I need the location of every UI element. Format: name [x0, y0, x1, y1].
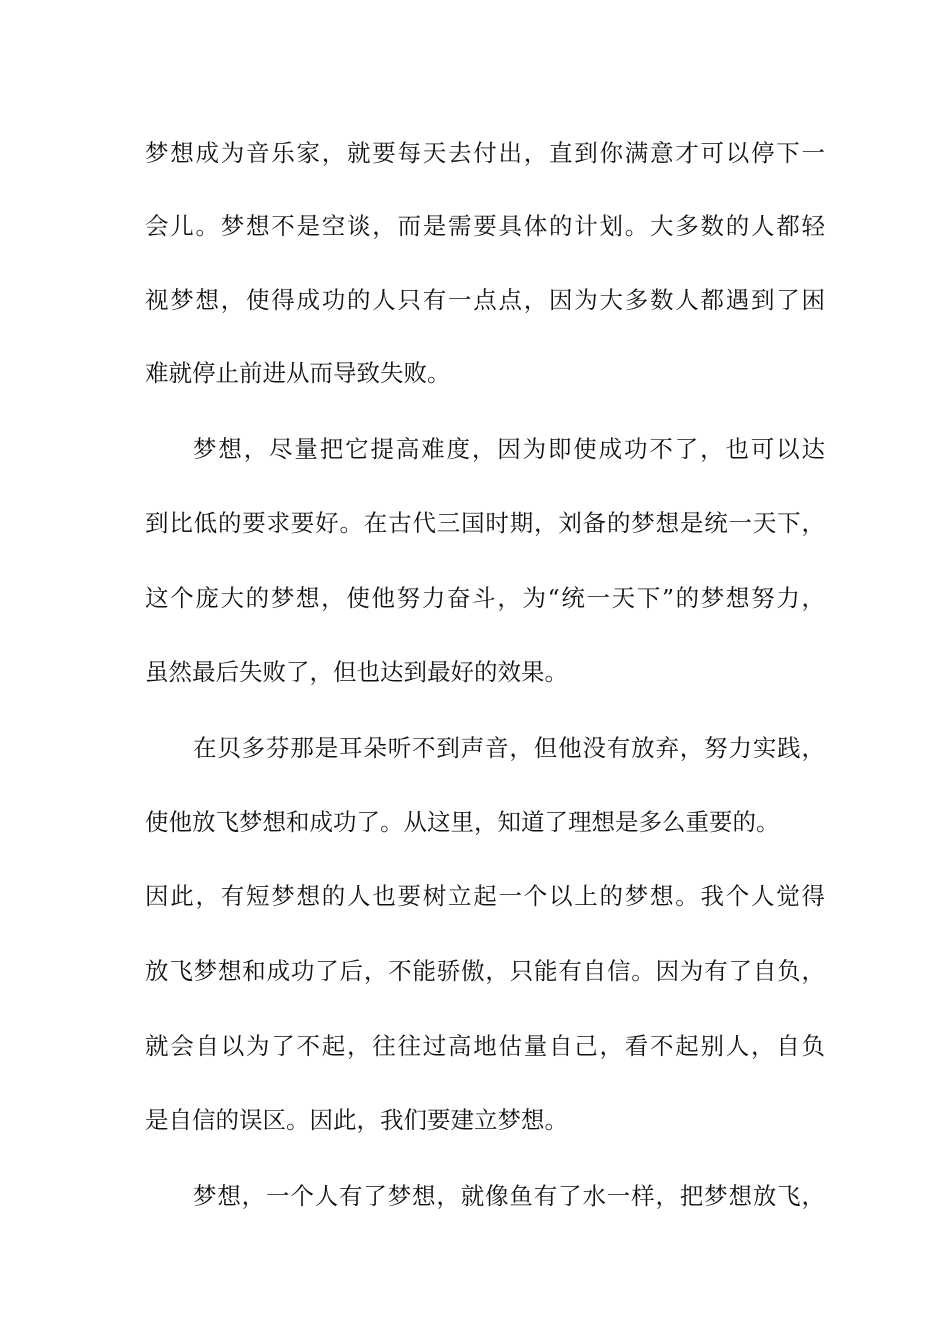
- text-line: 难就停止前进从而导致失败。: [145, 359, 451, 387]
- text-line: 视梦想，使得成功的人只有一点点，因为大多数人都遇到了困: [145, 286, 825, 314]
- text-line: 是自信的误区。因此，我们要建立梦想。: [145, 1106, 568, 1134]
- text-line: 虽然最后失败了，但也达到最好的效果。: [145, 658, 568, 686]
- paragraph-first-line: 梦想，尽量把它提高难度，因为即使成功不了，也可以达: [193, 435, 825, 463]
- text-line: 梦想成为音乐家，就要每天去付出，直到你满意才可以停下一: [145, 139, 825, 167]
- text-line: 就会自以为了不起，往往过高地估量自己，看不起别人，自负: [145, 1032, 825, 1060]
- paragraph-first-line: 梦想，一个人有了梦想，就像鱼有了水一样，把梦想放飞，: [193, 1182, 825, 1210]
- text-line: 因此，有短梦想的人也要树立起一个以上的梦想。我个人觉得: [145, 882, 825, 910]
- paragraph-first-line: 在贝多芬那是耳朵听不到声音，但他没有放弃，努力实践，: [193, 734, 825, 762]
- text-line: 会儿。梦想不是空谈，而是需要具体的计划。大多数的人都轻: [145, 212, 825, 240]
- text-line: 使他放飞梦想和成功了。从这里，知道了理想是多么重要的。: [145, 808, 780, 836]
- text-line: 到比低的要求要好。在古代三国时期，刘备的梦想是统一天下，: [145, 509, 825, 537]
- text-line: 放飞梦想和成功了后，不能骄傲，只能有自信。因为有了自负，: [145, 957, 825, 985]
- text-line: 这个庞大的梦想，使他努力奋斗，为“统一天下”的梦想努力，: [145, 584, 825, 612]
